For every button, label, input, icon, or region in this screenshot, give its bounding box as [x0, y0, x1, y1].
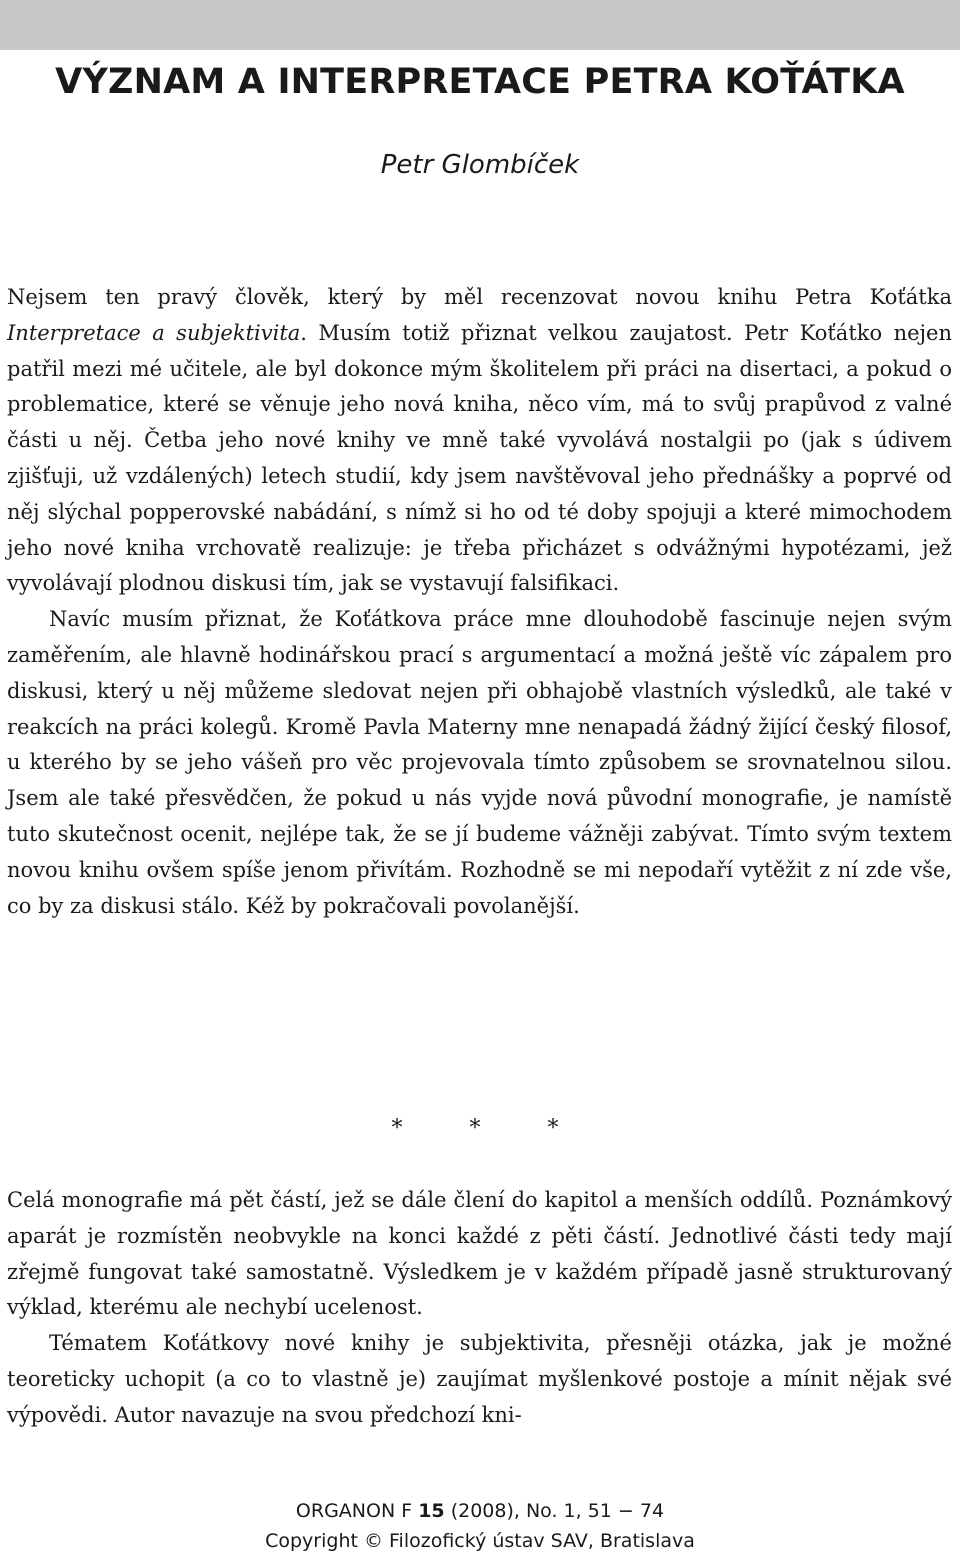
copyright-line: Copyright © Filozofický ústav SAV, Bratislava [265, 1530, 695, 1552]
body-section-2 [7, 1183, 952, 1434]
book-title-italic: Interpretace a subjektivita [7, 320, 301, 345]
journal-issue: (2008), No. 1, 51 − 74 [450, 1500, 665, 1522]
paragraph-4: Tématem Koťátkovy nové knihy je subjektivita, přesněji otázka, jak je možné teoreticky uchopit (a co to vlastně je) zaujímat myšlenkové postoje a mínit nějak své výpovědi. Autor navazuje na svou předchozí kni- [7, 1331, 952, 1427]
section-separator: * * * [391, 1116, 569, 1141]
journal-name: ORGANON F [295, 1500, 413, 1522]
paragraph-1: Nejsem ten pravý člověk, který by měl recenzovat novou knihu Petra Koťátka Interpretace a subjektivita. Musím totiž přiznat velkou zaujatost. Petr Koťátko nejen patřil mezi mé učitele, ale byl dokonce mým školitelem při práci na disertaci, a pokud o problematice, které se věnuje jeho nová kniha, něco vím, má to svůj prapůvod z valné části u něj. Četba jeho nové knihy ve mně také vyvolává nostalgii po (jak s údivem zjišťuji, už vzdálených) letech studií, kdy jsem navštěvoval jeho přednášky a poprvé od něj slýchal popperovské nabádání, s nímž si ho od té doby spojuji a které mimochodem jeho nové kniha vrchovatě realizuje: je třeba přicházet s odvážnými hypotézami, jež vyvolávají plodnou diskusi tím, jak se vystavují falsifikaci. [7, 285, 952, 596]
article-author: Petr Glombíček [380, 150, 580, 180]
article-title: VÝZNAM A INTERPRETACE PETRA KOŤÁTKA [55, 62, 905, 102]
journal-volume: 15 [418, 1500, 445, 1522]
body-section-1 [7, 280, 952, 924]
paragraph-2: Navíc musím přiznat, že Koťátkova práce mne dlouhodobě fascinuje nejen svým zaměřením, ale hlavně hodinářskou prací s argumentací a možná ještě víc zápalem pro diskusi, který u něj můžeme sledovat nejen při obhajobě vlastních výsledků, ale také v reakcích na práci kolegů. Kromě Pavla Materny mne nenapadá žádný žijící český filosof, u kterého by se jeho vášeň pro věc projevovala tímto způsobem se srovnatelnou silou. Jsem ale také přesvědčen, že pokud u nás vyjde nová původní monografie, je namístě tuto skutečnost ocenit, nejlépe tak, že se jí budeme vážněji zabývat. Tímto svým textem novou knihu ovšem spíše jenom přivítám. Rozhodně se mi nepodaří vytěžit z ní zde vše, co by za diskusi stálo. Kéž by pokračovali povolanější. [7, 607, 952, 918]
paragraph-3: Celá monografie má pět částí, jež se dále člení do kapitol a menších oddílů. Poznámkový aparát je rozmístěn neobvykle na konci každé z pěti částí. Jednotlivé části tedy mají zřejmě fungovat také samostatně. Výsledkem je v každém případě jasně strukturovaný výklad, kterému ale nechybí ucelenost. [7, 1188, 952, 1320]
top-bar [0, 0, 960, 50]
journal-citation [0, 1500, 960, 1522]
